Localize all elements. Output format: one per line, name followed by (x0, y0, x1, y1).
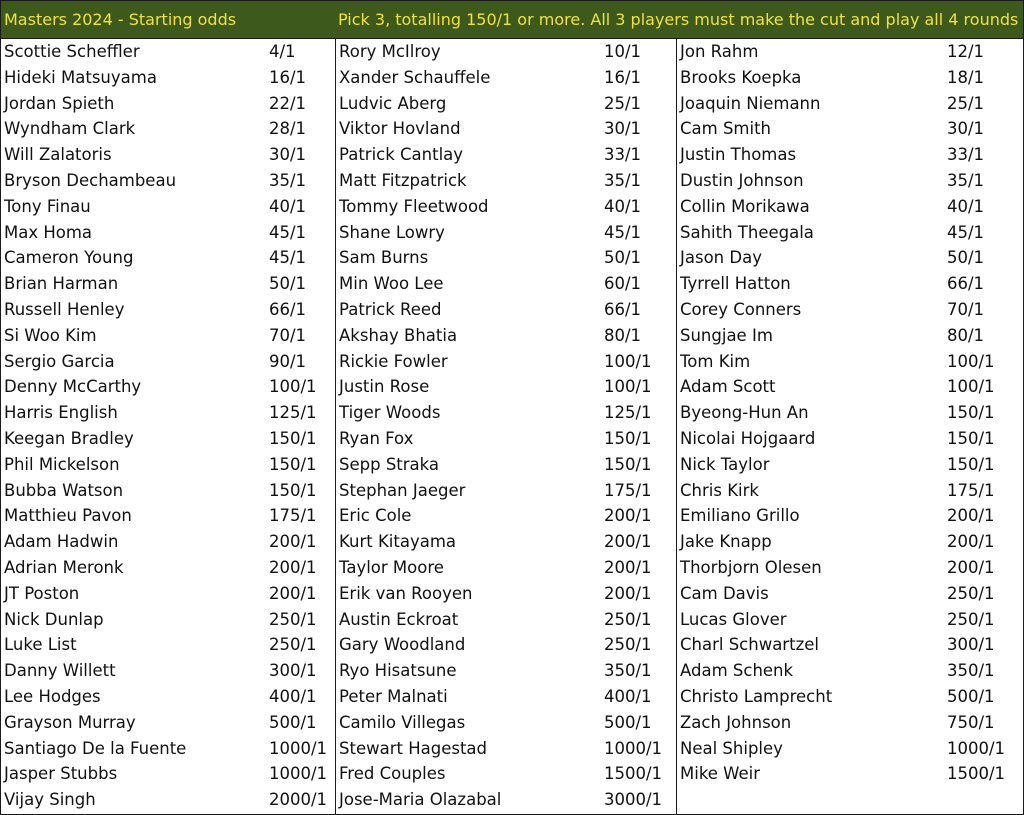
player-name: Fred Couples (339, 764, 446, 784)
player-name: Adam Scott (680, 377, 776, 397)
player-row (1, 452, 335, 478)
player-row (677, 426, 1023, 452)
player-odds: 16/1 (269, 67, 307, 87)
player-name: Rory McIlroy (339, 42, 441, 61)
player-row (336, 168, 676, 194)
player-odds: 200/1 (947, 532, 995, 552)
player-row (677, 168, 1023, 194)
player-odds: 125/1 (269, 403, 317, 423)
player-row (677, 116, 1023, 142)
player-name: Vijay Singh (4, 790, 96, 810)
player-odds: 150/1 (947, 403, 995, 423)
player-name: Jasper Stubbs (4, 764, 118, 784)
player-name: Chris Kirk (680, 480, 759, 500)
player-odds: 200/1 (604, 557, 652, 577)
player-odds: 250/1 (604, 609, 652, 629)
player-name: Corey Conners (680, 299, 802, 319)
player-name: Justin Thomas (680, 145, 797, 165)
player-row (336, 529, 676, 555)
player-name: Denny McCarthy (4, 377, 142, 397)
player-name: Rickie Fowler (339, 351, 448, 371)
player-row (336, 452, 676, 478)
player-row (1, 323, 335, 349)
header-bar (1, 1, 1023, 39)
player-odds: 200/1 (269, 583, 317, 603)
player-row (677, 761, 1023, 787)
player-row (677, 658, 1023, 684)
player-odds: 4/1 (269, 42, 296, 61)
player-name: Santiago De la Fuente (4, 738, 187, 758)
player-odds: 1000/1 (947, 738, 1006, 758)
player-odds: 45/1 (604, 222, 642, 242)
player-row (1, 271, 335, 297)
player-row (1, 194, 335, 220)
player-row (1, 684, 335, 710)
player-row (677, 503, 1023, 529)
player-name: Grayson Murray (4, 712, 136, 732)
player-odds: 300/1 (269, 661, 317, 681)
player-name: Tom Kim (680, 351, 751, 371)
player-name: Patrick Cantlay (339, 145, 464, 165)
player-odds: 80/1 (947, 325, 985, 345)
player-name: Akshay Bhatia (339, 325, 458, 345)
player-row (336, 736, 676, 762)
player-odds: 150/1 (269, 480, 317, 500)
player-odds: 175/1 (604, 480, 652, 500)
player-row (336, 658, 676, 684)
player-row (1, 349, 335, 375)
player-name: Matthieu Pavon (4, 506, 132, 526)
player-name: Lee Hodges (4, 686, 101, 706)
player-name: Sam Burns (339, 248, 429, 268)
player-odds: 150/1 (604, 454, 652, 474)
player-odds: 175/1 (269, 506, 317, 526)
player-odds: 25/1 (604, 93, 642, 113)
player-name: Shane Lowry (339, 222, 445, 242)
player-odds: 1000/1 (269, 738, 328, 758)
player-row (677, 400, 1023, 426)
player-odds: 250/1 (269, 609, 317, 629)
player-name: Kurt Kitayama (339, 532, 456, 552)
player-row (1, 65, 335, 91)
player-row (336, 374, 676, 400)
player-name: Sahith Theegala (680, 222, 814, 242)
player-row (1, 581, 335, 607)
player-odds: 66/1 (604, 299, 642, 319)
player-row (677, 194, 1023, 220)
player-name: Ludvic Aberg (339, 93, 447, 113)
player-odds: 50/1 (604, 248, 642, 268)
sheet-title: Masters 2024 - Starting odds (4, 10, 237, 29)
player-row (1, 426, 335, 452)
player-row (1, 116, 335, 142)
player-odds: 200/1 (604, 583, 652, 603)
player-row (677, 142, 1023, 168)
player-name: JT Poston (4, 583, 80, 603)
player-odds: 80/1 (604, 325, 642, 345)
player-row (677, 374, 1023, 400)
player-name: Zach Johnson (680, 712, 792, 732)
player-row (677, 581, 1023, 607)
player-column-3 (677, 39, 1023, 814)
player-name: Christo Lamprecht (680, 686, 833, 706)
player-name: Brooks Koepka (680, 67, 802, 87)
player-odds: 45/1 (269, 248, 307, 268)
player-odds: 70/1 (269, 325, 307, 345)
player-odds: 10/1 (604, 42, 642, 61)
player-row (1, 220, 335, 246)
player-row (1, 503, 335, 529)
player-name: Stephan Jaeger (339, 480, 466, 500)
player-odds: 35/1 (947, 170, 985, 190)
player-name: Wyndham Clark (4, 119, 136, 139)
player-name: Phil Mickelson (4, 454, 120, 474)
player-row (336, 220, 676, 246)
player-row (1, 761, 335, 787)
player-odds: 150/1 (269, 454, 317, 474)
player-row (336, 297, 676, 323)
player-name: Emiliano Grillo (680, 506, 800, 526)
player-row (1, 736, 335, 762)
player-odds: 40/1 (947, 196, 985, 216)
player-name: Danny Willett (4, 661, 116, 681)
player-column-2 (336, 39, 677, 814)
player-name: Justin Rose (339, 377, 430, 397)
player-name: Charl Schwartzel (680, 635, 819, 655)
player-odds: 45/1 (269, 222, 307, 242)
player-odds: 50/1 (269, 274, 307, 294)
rules-text: Pick 3, totalling 150/1 or more. All 3 players must make the cut and play all 4 rounds (338, 10, 1019, 29)
player-row (677, 349, 1023, 375)
player-name: Xander Schauffele (339, 67, 491, 87)
player-name: Jon Rahm (680, 42, 759, 61)
player-name: Ryo Hisatsune (339, 661, 457, 681)
player-odds: 500/1 (269, 712, 317, 732)
player-name: Nicolai Hojgaard (680, 428, 816, 448)
player-odds: 35/1 (604, 170, 642, 190)
player-name: Erik van Rooyen (339, 583, 473, 603)
player-name: Hideki Matsuyama (4, 67, 157, 87)
player-odds: 33/1 (947, 145, 985, 165)
player-odds: 200/1 (947, 557, 995, 577)
player-odds: 1500/1 (604, 764, 663, 784)
player-odds: 35/1 (269, 170, 307, 190)
player-row (336, 503, 676, 529)
player-name: Luke List (4, 635, 77, 655)
player-name: Tyrrell Hatton (680, 274, 791, 294)
player-row (336, 116, 676, 142)
player-name: Camilo Villegas (339, 712, 466, 732)
player-odds: 50/1 (947, 248, 985, 268)
player-odds: 350/1 (604, 661, 652, 681)
player-name: Min Woo Lee (339, 274, 444, 294)
player-odds: 90/1 (269, 351, 307, 371)
player-odds: 100/1 (604, 377, 652, 397)
player-odds: 125/1 (604, 403, 652, 423)
player-odds: 400/1 (269, 686, 317, 706)
player-row (677, 632, 1023, 658)
player-name: Bryson Dechambeau (4, 170, 177, 190)
player-row (336, 607, 676, 633)
player-row (336, 555, 676, 581)
player-column-1 (1, 39, 336, 814)
player-odds: 200/1 (604, 532, 652, 552)
player-row (1, 245, 335, 271)
player-odds: 30/1 (269, 145, 307, 165)
player-odds: 25/1 (947, 93, 985, 113)
player-name: Max Homa (4, 222, 93, 242)
player-odds: 100/1 (269, 377, 317, 397)
player-name: Adam Hadwin (4, 532, 119, 552)
player-row (336, 323, 676, 349)
player-odds: 250/1 (269, 635, 317, 655)
player-row (1, 168, 335, 194)
player-name: Sungjae Im (680, 325, 773, 345)
player-name: Mike Weir (680, 764, 761, 784)
player-name: Eric Cole (339, 506, 412, 526)
player-odds: 300/1 (947, 635, 995, 655)
player-row (336, 400, 676, 426)
player-row (677, 323, 1023, 349)
player-row (336, 194, 676, 220)
player-name: Tiger Woods (339, 403, 441, 423)
player-row (1, 91, 335, 117)
player-name: Collin Morikawa (680, 196, 810, 216)
player-row (336, 478, 676, 504)
player-name: Taylor Moore (339, 557, 444, 577)
player-name: Sergio Garcia (4, 351, 115, 371)
player-name: Sepp Straka (339, 454, 440, 474)
player-odds: 100/1 (947, 351, 995, 371)
player-odds: 175/1 (947, 480, 995, 500)
player-odds: 150/1 (269, 428, 317, 448)
player-name: Jason Day (680, 248, 762, 268)
player-row (1, 710, 335, 736)
player-name: Neal Shipley (680, 738, 783, 758)
player-name: Tony Finau (4, 196, 91, 216)
player-name: Cam Davis (680, 583, 769, 603)
player-odds: 30/1 (947, 119, 985, 139)
player-name: Matt Fitzpatrick (339, 170, 467, 190)
player-name: Si Woo Kim (4, 325, 97, 345)
player-name: Austin Eckroat (339, 609, 459, 629)
player-odds: 3000/1 (604, 790, 663, 810)
player-row (336, 91, 676, 117)
player-odds: 250/1 (604, 635, 652, 655)
player-odds: 150/1 (947, 428, 995, 448)
player-row (677, 736, 1023, 762)
player-row (1, 658, 335, 684)
player-odds: 1000/1 (604, 738, 663, 758)
player-row (1, 142, 335, 168)
player-name: Gary Woodland (339, 635, 466, 655)
player-name: Stewart Hagestad (339, 738, 487, 758)
player-row (336, 271, 676, 297)
player-row (336, 581, 676, 607)
player-odds: 350/1 (947, 661, 995, 681)
player-odds: 400/1 (604, 686, 652, 706)
player-row (677, 245, 1023, 271)
player-row (677, 607, 1023, 633)
player-row (336, 632, 676, 658)
player-row (336, 245, 676, 271)
player-row (1, 555, 335, 581)
player-row (1, 787, 335, 813)
player-odds: 200/1 (604, 506, 652, 526)
player-row (1, 39, 335, 65)
player-row (336, 761, 676, 787)
player-row (677, 710, 1023, 736)
player-name: Cameron Young (4, 248, 134, 268)
player-row (336, 787, 676, 813)
player-name: Nick Taylor (680, 454, 770, 474)
player-odds: 2000/1 (269, 790, 328, 810)
player-row (677, 91, 1023, 117)
player-name: Lucas Glover (680, 609, 787, 629)
player-row (677, 478, 1023, 504)
player-row (336, 684, 676, 710)
player-name: Joaquin Niemann (680, 93, 821, 113)
player-row (336, 710, 676, 736)
player-name: Adam Schenk (680, 661, 794, 681)
player-name: Jake Knapp (680, 532, 772, 552)
player-name: Thorbjorn Olesen (680, 557, 822, 577)
player-odds: 60/1 (604, 274, 642, 294)
player-name: Scottie Scheffler (4, 42, 140, 61)
player-row (677, 220, 1023, 246)
player-odds: 18/1 (947, 67, 985, 87)
player-odds: 250/1 (947, 609, 995, 629)
player-name: Ryan Fox (339, 428, 414, 448)
player-odds: 750/1 (947, 712, 995, 732)
player-name: Tommy Fleetwood (339, 196, 489, 216)
player-odds: 40/1 (269, 196, 307, 216)
player-odds: 66/1 (269, 299, 307, 319)
player-row (677, 555, 1023, 581)
player-row (1, 297, 335, 323)
player-odds: 70/1 (947, 299, 985, 319)
player-odds: 100/1 (604, 351, 652, 371)
player-row (677, 271, 1023, 297)
player-name: Bubba Watson (4, 480, 124, 500)
player-odds: 200/1 (269, 532, 317, 552)
player-name: Adrian Meronk (4, 557, 124, 577)
player-odds: 150/1 (947, 454, 995, 474)
player-odds: 40/1 (604, 196, 642, 216)
player-name: Jordan Spieth (4, 93, 115, 113)
player-odds: 66/1 (947, 274, 985, 294)
player-row (1, 632, 335, 658)
player-odds: 30/1 (604, 119, 642, 139)
player-name: Peter Malnati (339, 686, 448, 706)
player-name: Will Zalatoris (4, 145, 112, 165)
player-odds: 1000/1 (269, 764, 328, 784)
player-name: Cam Smith (680, 119, 772, 139)
player-odds: 1500/1 (947, 764, 1006, 784)
player-name: Viktor Hovland (339, 119, 461, 139)
player-name: Harris English (4, 403, 118, 423)
player-row (1, 400, 335, 426)
player-odds: 200/1 (947, 506, 995, 526)
player-odds: 500/1 (604, 712, 652, 732)
player-odds: 500/1 (947, 686, 995, 706)
player-odds: 33/1 (604, 145, 642, 165)
player-row (677, 297, 1023, 323)
player-row (336, 426, 676, 452)
player-row (677, 684, 1023, 710)
player-name: Dustin Johnson (680, 170, 804, 190)
player-name: Brian Harman (4, 274, 119, 294)
player-row (1, 607, 335, 633)
player-grid (1, 39, 1023, 814)
player-odds: 16/1 (604, 67, 642, 87)
player-name: Nick Dunlap (4, 609, 104, 629)
player-row (677, 529, 1023, 555)
player-odds: 100/1 (947, 377, 995, 397)
player-odds: 28/1 (269, 119, 307, 139)
player-row (1, 529, 335, 555)
player-name: Byeong-Hun An (680, 403, 809, 423)
player-name: Keegan Bradley (4, 428, 134, 448)
player-odds: 22/1 (269, 93, 307, 113)
player-row (336, 39, 676, 65)
player-odds: 200/1 (269, 557, 317, 577)
player-name: Patrick Reed (339, 299, 442, 319)
player-row (336, 349, 676, 375)
player-odds: 150/1 (604, 428, 652, 448)
player-odds: 45/1 (947, 222, 985, 242)
player-row (336, 142, 676, 168)
player-row (677, 39, 1023, 65)
player-odds: 12/1 (947, 42, 985, 61)
player-row (336, 65, 676, 91)
player-row (677, 452, 1023, 478)
player-name: Russell Henley (4, 299, 125, 319)
player-odds: 250/1 (947, 583, 995, 603)
player-row (1, 478, 335, 504)
player-row (677, 65, 1023, 91)
player-row (1, 374, 335, 400)
player-name: Jose-Maria Olazabal (339, 790, 502, 810)
